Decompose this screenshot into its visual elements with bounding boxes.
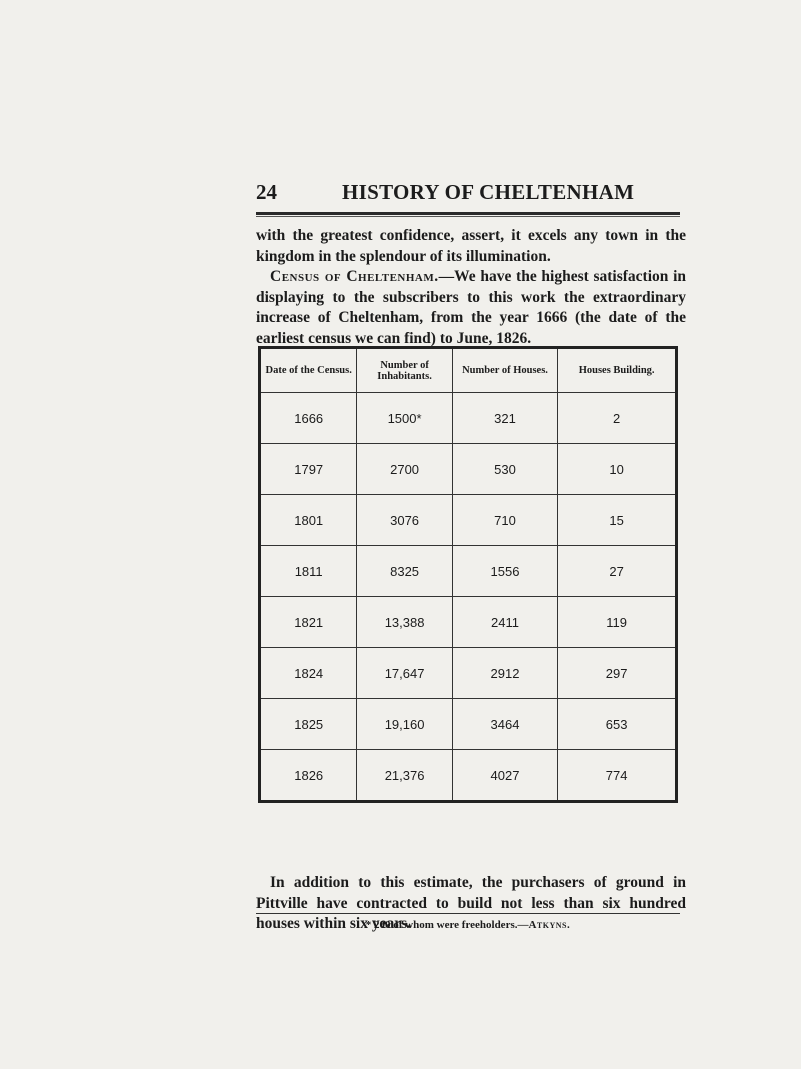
cell-inhabitants: 17,647: [357, 648, 452, 699]
column-header-inhabitants: Number of Inhabitants.: [357, 348, 452, 393]
page-header: [256, 180, 686, 210]
page-number: 24: [256, 180, 277, 204]
column-header-houses: Number of Houses.: [452, 348, 558, 393]
cell-houses: 3464: [452, 699, 558, 750]
cell-inhabitants: 3076: [357, 495, 452, 546]
paragraph-illumination: with the greatest confidence, assert, it excels any town in the kingdom in the splendour of its illumination.: [256, 227, 686, 265]
cell-inhabitants: 1500*: [357, 393, 452, 444]
cell-date: 1666: [260, 393, 357, 444]
cell-houses: 710: [452, 495, 558, 546]
cell-date: 1825: [260, 699, 357, 750]
table-row: [260, 546, 677, 597]
cell-date: 1824: [260, 648, 357, 699]
cell-inhabitants: 13,388: [357, 597, 452, 648]
cell-houses: 530: [452, 444, 558, 495]
footnote-rule: [256, 913, 680, 914]
cell-date: 1826: [260, 750, 357, 802]
cell-houses-building: 15: [558, 495, 677, 546]
header-rule: [256, 212, 680, 217]
cell-inhabitants: 21,376: [357, 750, 452, 802]
paragraph-census-intro: [256, 267, 686, 349]
footnote-text: * 200 of whom were freeholders.—: [365, 919, 529, 931]
cell-houses-building: 27: [558, 546, 677, 597]
footnote-attribution: Atkyns.: [528, 919, 571, 931]
cell-houses-building: 297: [558, 648, 677, 699]
table-row: [260, 495, 677, 546]
cell-date: 1801: [260, 495, 357, 546]
table-row: [260, 444, 677, 495]
cell-inhabitants: 2700: [357, 444, 452, 495]
footnote: [256, 919, 680, 931]
cell-date: 1797: [260, 444, 357, 495]
cell-date: 1821: [260, 597, 357, 648]
table-row: [260, 393, 677, 444]
census-table: [258, 346, 678, 803]
cell-houses-building: 2: [558, 393, 677, 444]
section-heading: Census of Cheltenham.: [270, 268, 439, 285]
cell-date: 1811: [260, 546, 357, 597]
running-title: HISTORY OF CHELTENHAM: [342, 180, 635, 204]
table-row: [260, 648, 677, 699]
cell-houses: 2411: [452, 597, 558, 648]
cell-houses-building: 10: [558, 444, 677, 495]
table-row: [260, 597, 677, 648]
cell-houses-building: 774: [558, 750, 677, 802]
paragraph-pittville: In addition to this estimate, the purchasers of ground in Pittville have contracted to build not less than six hundred houses within six years.: [256, 874, 686, 932]
cell-inhabitants: 19,160: [357, 699, 452, 750]
table-row: [260, 750, 677, 802]
table-header-row: [260, 348, 677, 393]
cell-inhabitants: 8325: [357, 546, 452, 597]
cell-houses: 4027: [452, 750, 558, 802]
column-header-houses-building: Houses Building.: [558, 348, 677, 393]
paragraph-census-text: —We have the highest satisfaction in displaying to the subscribers to this work the extraordinary increase of Cheltenham, from the year 1666 (the date of the earliest census we can find) to June, 1826.: [256, 268, 687, 347]
cell-houses-building: 119: [558, 597, 677, 648]
table-row: [260, 699, 677, 750]
column-header-date: Date of the Census.: [260, 348, 357, 393]
cell-houses: 321: [452, 393, 558, 444]
cell-houses: 2912: [452, 648, 558, 699]
cell-houses: 1556: [452, 546, 558, 597]
cell-houses-building: 653: [558, 699, 677, 750]
